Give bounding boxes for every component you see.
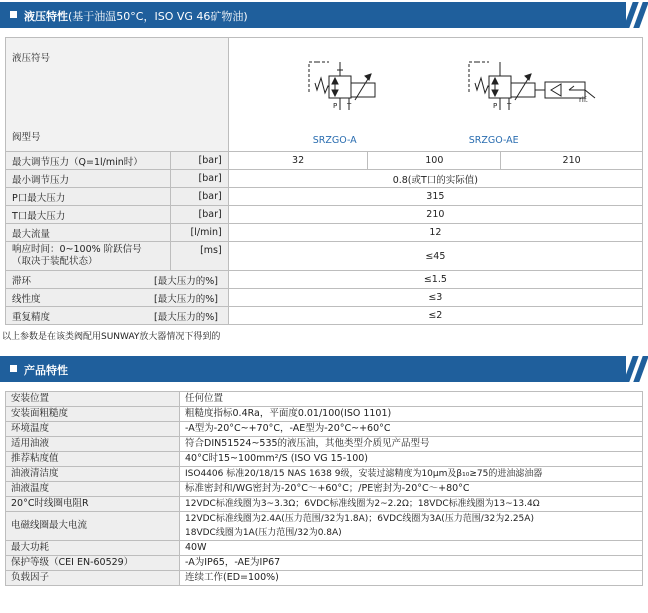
- section-header-product: [0, 356, 648, 382]
- port-label: P: [492, 102, 497, 110]
- table-row: [6, 541, 643, 556]
- param-unit: [l/min]: [170, 224, 228, 242]
- param-unit: [ms]: [170, 242, 228, 271]
- param-value: ≤45: [228, 242, 642, 271]
- feature-value: 18VDC线圈为1A(压力范围/32为0.8A): [185, 528, 342, 538]
- hydraulic-symbol-drawing: [229, 38, 642, 151]
- feature-key: 负载因子: [6, 571, 180, 586]
- feature-value: 连续工作(ED=100%): [180, 571, 643, 586]
- param-value: 210: [228, 206, 642, 224]
- feature-key: 适用油液: [6, 437, 180, 452]
- section-title: 液压特性: [24, 10, 68, 23]
- product-feature-table: [5, 391, 643, 586]
- feature-key: 20°C时线圈电阻R: [6, 497, 180, 512]
- param-unit: [bar]: [170, 188, 228, 206]
- model-label: SRZGO-A: [312, 135, 357, 146]
- feature-value: 40°C时15~100mm²/S (ISO VG 15-100): [180, 452, 643, 467]
- valve-symbol-ae: [469, 62, 595, 110]
- square-bullet-icon: [10, 11, 17, 18]
- param-unit: [bar]: [170, 170, 228, 188]
- section-title: 产品特性: [24, 364, 68, 377]
- section-header-hydraulic: [0, 2, 648, 28]
- param-label-cell: [6, 307, 229, 325]
- feature-value: 标准密封和/WG密封为-20°C～+60°C；/PE密封为-20°C～+80°C: [180, 482, 643, 497]
- param-value: 0.8(或T口的实际值): [228, 170, 642, 188]
- param-value: 315: [228, 188, 642, 206]
- param-label: 最大流量: [6, 224, 171, 242]
- param-value: ≤2: [228, 307, 642, 325]
- param-label: 滞环: [12, 275, 32, 287]
- port-label: T: [506, 102, 511, 110]
- feature-key: 油液清洁度: [6, 467, 180, 482]
- param-unit: [最大压力的%]: [154, 311, 218, 323]
- param-unit: [bar]: [170, 152, 228, 170]
- port-label: T: [346, 102, 351, 110]
- feature-value: ISO4406 标准20/18/15 NAS 1638 9级，安装过滤精度为10μm及β₁₀≥75的进油滤油器: [180, 467, 643, 482]
- param-label-cell: [6, 271, 229, 289]
- param-label: 线性度: [12, 293, 41, 305]
- feature-value: 粗糙度指标0.4Ra，平面度0.01/100(ISO 1101): [180, 407, 643, 422]
- model-label: SRZGO-AE: [468, 135, 519, 146]
- feature-key: 安装面粗糙度: [6, 407, 180, 422]
- param-unit: [最大压力的%]: [154, 275, 218, 287]
- port-label: P: [332, 102, 337, 110]
- feature-value: 12VDC标准线圈为3~3.3Ω；6VDC标准线圈为2~2.2Ω；18VDC标准线圈为13~13.4Ω: [180, 497, 643, 512]
- feature-key: 油液温度: [6, 482, 180, 497]
- param-value: 100: [368, 152, 501, 170]
- symbol-drawing-cell: [228, 38, 642, 152]
- valve-type-label: 阀型号: [12, 132, 41, 143]
- feature-key: 最大功耗: [6, 541, 180, 556]
- port-label: rif.: [578, 96, 588, 104]
- param-label: P口最大压力: [6, 188, 171, 206]
- section-subtitle: (基于油温50°C，ISO VG 46矿物油): [68, 10, 248, 23]
- footnote: 以上参数是在该类阀配用SUNWAY放大器情况下得到的: [2, 332, 221, 342]
- feature-value-multiline: [180, 512, 643, 541]
- feature-value: -A为IP65，-AE为IP67: [180, 556, 643, 571]
- table-row: [6, 556, 643, 571]
- param-label: 响应时间：0~100% 阶跃信号: [12, 244, 142, 255]
- param-label: 最大调节压力（Q=1l/min时）: [6, 152, 171, 170]
- table-row: [6, 512, 643, 541]
- table-row: [6, 482, 643, 497]
- feature-key: 保护等级（CEI EN-60529）: [6, 556, 180, 571]
- param-label-cell: [6, 289, 229, 307]
- table-row: [6, 452, 643, 467]
- param-label-note: （取决于装配状态）: [12, 256, 98, 267]
- feature-value: 12VDC标准线圈为2.4A(压力范围/32为1.8A)；6VDC线圈为3A(压力范围/32为2.25A): [185, 514, 534, 524]
- valve-symbol-a: [309, 62, 375, 110]
- feature-key: 环境温度: [6, 422, 180, 437]
- table-row: [6, 467, 643, 482]
- feature-key: 安装位置: [6, 392, 180, 407]
- feature-key: 电磁线圈最大电流: [6, 512, 180, 541]
- table-row: [6, 407, 643, 422]
- table-row: [6, 392, 643, 407]
- symbol-label-cell: [6, 38, 229, 152]
- feature-value: 40W: [180, 541, 643, 556]
- param-value: ≤1.5: [228, 271, 642, 289]
- feature-value: 符合DIN51524~535的液压油，其他类型介质见产品型号: [180, 437, 643, 452]
- param-unit: [最大压力的%]: [154, 293, 218, 305]
- param-value: 210: [501, 152, 643, 170]
- param-value: 12: [228, 224, 642, 242]
- param-label: T口最大压力: [6, 206, 171, 224]
- table-row: [6, 422, 643, 437]
- hydraulic-spec-table: [5, 37, 643, 325]
- param-unit: [bar]: [170, 206, 228, 224]
- table-row: [6, 497, 643, 512]
- param-label-multiline: [6, 242, 171, 271]
- param-label: 重复精度: [12, 311, 51, 323]
- param-value: ≤3: [228, 289, 642, 307]
- table-row: [6, 571, 643, 586]
- table-row: [6, 437, 643, 452]
- hydraulic-symbol-label: 液压符号: [12, 53, 51, 64]
- square-bullet-icon: [10, 365, 17, 372]
- feature-key: 推荐粘度值: [6, 452, 180, 467]
- param-label: 最小调节压力: [6, 170, 171, 188]
- feature-value: 任何位置: [180, 392, 643, 407]
- feature-value: -A型为-20°C~+70°C，-AE型为-20°C~+60°C: [180, 422, 643, 437]
- param-value: 32: [228, 152, 368, 170]
